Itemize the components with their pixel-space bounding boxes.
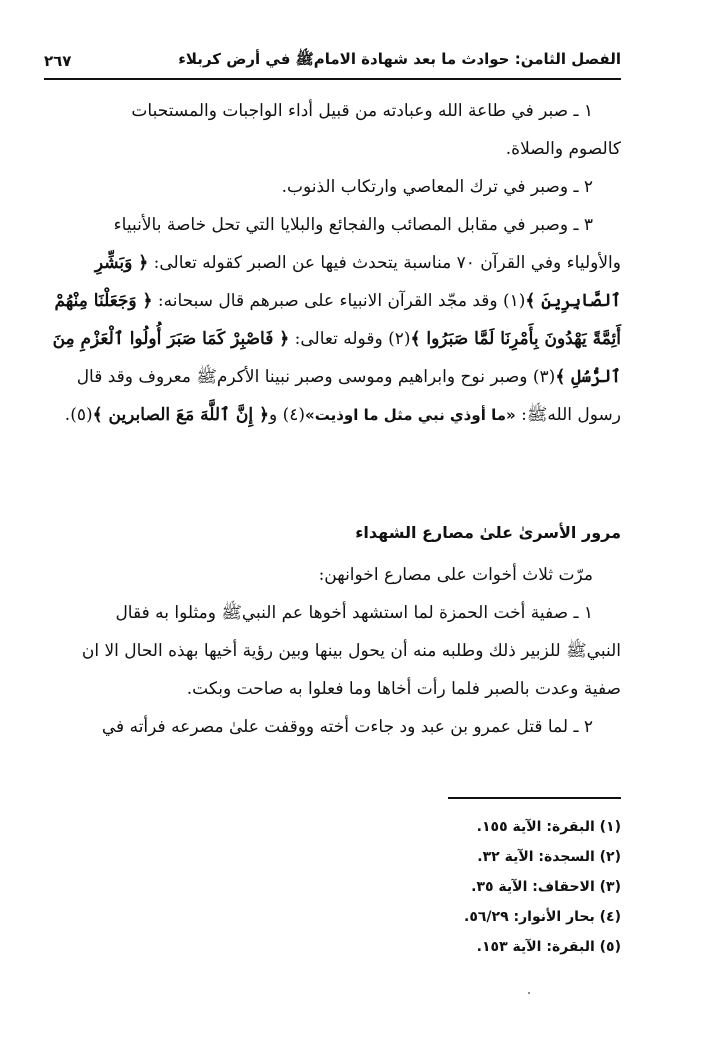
footnote-3: (٣) الاحقاف: الآية ٣٥. xyxy=(471,879,621,895)
paragraph-3-line-3 xyxy=(44,282,621,320)
paragraph-1-line-1: ١ ـ صبر في طاعة الله وعبادته من قبيل أداء الواجبات والمستحبات xyxy=(131,101,593,121)
paragraph-3-line-6 xyxy=(44,396,621,434)
footnote-2: (٢) السجدة: الآية ٣٢. xyxy=(477,849,621,865)
quran-quote: أَئِمَّةً يَهْدُونَ بِأَمْرِنَا لَمَّا صَبَرُوا ﴾ xyxy=(410,329,621,349)
footnote-1: (١) البقرة: الآية ١٥٥. xyxy=(476,819,621,835)
section-2-item-1-line-2: النبيﷺ للزبير ذلك وطلبه منه أن يحول بينها وبين رؤية أخيها بهذه الحال الا ان xyxy=(81,641,621,661)
text-segment: (٢) وقوله تعالى: xyxy=(289,329,411,349)
section-2-item-1-line-3: صفية وعدت بالصبر فلما رأت أخاها وما فعلوا به صاحت وبكت. xyxy=(186,679,621,699)
text-segment: (٥). xyxy=(64,405,93,425)
quran-quote: ٱلرُّسُلِ ﴾ xyxy=(555,367,621,387)
quran-quote: ﴿ إِنَّ ٱللَّهَ مَعَ الصابرين ﴾ xyxy=(92,405,269,425)
section-2-item-1-line-1: ١ ـ صفية أخت الحمزة لما استشهد أخوها عم النبيﷺ ومثلوا به فقال xyxy=(115,603,593,623)
chapter-title: الفصل الثامن: حوادث ما بعد شهادة الامامﷺ في أرض كربلاء xyxy=(178,50,621,68)
quran-quote: ﴿ وَبَشِّرِ xyxy=(94,253,149,273)
section-heading: مرور الأسرىٰ علىٰ مصارع الشهداء xyxy=(355,523,621,542)
section-2-item-2: ٢ ـ لما قتل عمرو بن عبد ود جاءت أخته ووقفت علىٰ مصرعه فرأته في xyxy=(101,717,593,737)
text-segment: (١) وقد مجّد القرآن الانبياء على صبرهم قال سبحانه: xyxy=(152,291,526,311)
paragraph-3-line-4 xyxy=(44,320,621,358)
main-text-section-1 xyxy=(44,92,621,434)
main-text-section-2 xyxy=(44,556,621,746)
text-segment: والأولياء وفي القرآن ٧٠ مناسبة يتحدث فيها عن الصبر كقوله تعالى: xyxy=(148,253,621,273)
quran-quote: ﴿ فَاصْبِرْ كَمَا صَبَرَ أُولُوا ٱلْعَزْمِ مِنَ xyxy=(52,329,290,349)
section-2-intro: مرّت ثلاث أخوات على مصارع اخوانهن: xyxy=(318,565,593,585)
text-segment: رسول اللهﷺ: xyxy=(515,405,621,425)
page-header xyxy=(44,44,621,80)
hadith-quote: «ما أوذي نبي مثل ما اوذيت» xyxy=(305,406,516,424)
quran-quote: ﴿ وَجَعَلْنَا مِنْهُمْ xyxy=(54,291,153,311)
footnote-5: (٥) البقرة: الآية ١٥٣. xyxy=(476,939,621,955)
paragraph-3-line-1: ٣ ـ وصبر في مقابل المصائب والفجائع والبلايا التي تحل خاصة بالأنبياء xyxy=(113,215,593,235)
footnote-divider xyxy=(448,797,621,799)
paragraph-1-line-2: كالصوم والصلاة. xyxy=(505,139,621,159)
scan-speck xyxy=(528,992,530,994)
text-segment: (٤) و xyxy=(269,405,306,425)
quran-quote: ٱلصَّابِرِينَ ﴾ xyxy=(525,291,621,311)
page-number: ٢٦٧ xyxy=(44,52,72,70)
paragraph-3-line-5 xyxy=(44,358,621,396)
text-segment: (٣) وصبر نوح وابراهيم وموسى وصبر نبينا الأكرمﷺ معروف وقد قال xyxy=(76,367,556,387)
footnotes xyxy=(44,812,621,962)
footnote-4: (٤) بحار الأنوار: ٥٦/٢٩. xyxy=(464,909,621,925)
paragraph-3-line-2 xyxy=(44,244,621,282)
paragraph-2: ٢ ـ وصبر في ترك المعاصي وارتكاب الذنوب. xyxy=(281,177,593,197)
